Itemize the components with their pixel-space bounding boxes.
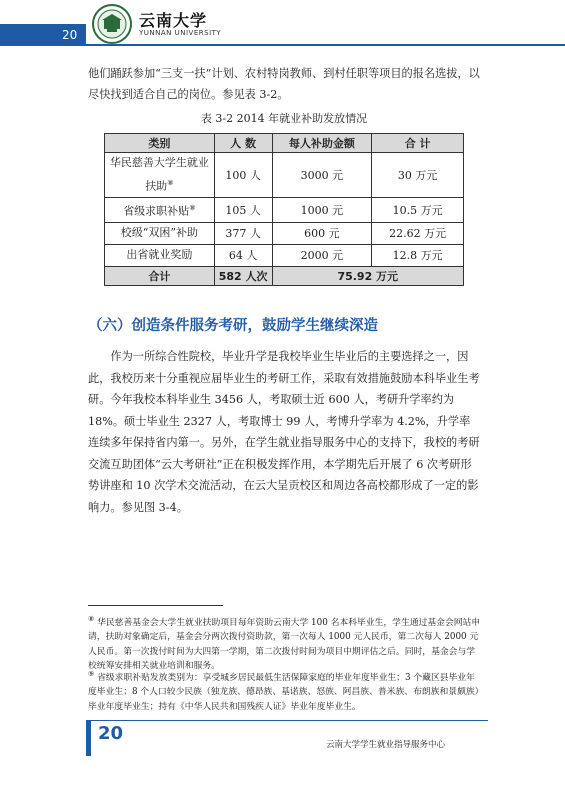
row-total: 22.62 万元 [372,222,464,244]
section-title: （六）创造条件服务考研，鼓励学生继续深造 [88,318,378,334]
header-total: 合 计 [372,134,464,153]
row-category: 华民慈善大学生就业扶助⑧ [105,153,215,198]
footer-text: 云南大学学生就业指导服务中心 [326,740,446,750]
body-paragraph: 作为一所综合性院校，毕业升学是我校毕业生毕业后的主要选择之一，因此，我校历来十分重视应届毕业生的考研工作，采取有效措施鼓励本科毕业生考研。今年我校本科毕业生 3456 人，考取硕士近 600 人，考研升学率约为 18%。硕士毕业生 2327 人，考取博士 99 人，考博升学率为 4.2%，升学率连续多年保持省内第一。另外，在学生就业指导服务中心的支持下，我校的考研交流互助团体“云大考研社”正在积极发挥作用，本学期先后开展了 6 次考研形势讲座和 10 次学术交流活动，在云大呈贡校区和周边各高校都形成了一定的影响力。参见图 3-4。 [88,350,480,514]
table-caption: 表 3-2 2014 年就业补助发放情况 [200,112,368,125]
footer-rule [88,720,488,721]
row-total: 10.5 万元 [372,198,464,223]
footnote-rule [88,605,223,606]
table-row [105,222,464,244]
row-count: 105 人 [214,198,272,223]
university-name-cn: 云南大学 [139,11,208,30]
table-row [105,198,464,223]
row-amount: 600 元 [272,222,372,244]
subsidy-table [104,133,464,286]
total-count: 582 人次 [214,266,272,285]
row-total: 30 万元 [372,153,464,198]
row-amount: 3000 元 [272,153,372,198]
header-category: 类别 [105,134,215,153]
footnote: ⑨ 省级求职补贴发放类别为：享受城乡居民最低生活保障家庭的毕业年度毕业生；3 个藏区县毕业年度毕业生；8 个人口较少民族（独龙族、德昂族、基诺族、怒族、阿昌族、普米族、布朗族和景颇族）毕业年度毕业生；持有《中华人民共和国残疾人证》毕业年度毕业生。 [88,670,480,712]
university-emblem-icon [92,4,132,44]
footnote: ⑧ 华民慈善基金会大学生就业扶助项目每年资助云南大学 100 名本科毕业生，学生通过基金会网站申请，扶助对象确定后，基金会分两次拨付资助款，第一次每人 1000 元人民币，第二次每人 2000 元人民币。第一次拨付时间为大四第一学期，第二次拨付时间为项目中期评估之后。同时，基金会与学校统筹安排相关就业培训和服务。 [88,615,481,672]
row-total: 12.8 万元 [372,244,464,266]
row-count: 377 人 [214,222,272,244]
header-amount: 每人补助金额 [272,134,372,153]
university-name-en: YUNNAN UNIVERSITY [139,29,222,37]
table-total-row [105,266,464,285]
footer-page-number: 20 [98,723,124,744]
header-count: 人 数 [214,134,272,153]
row-amount: 1000 元 [272,198,372,223]
total-sum: 75.92 万元 [272,266,463,285]
row-category: 校级“双困”补助 [105,222,215,244]
row-category: 省级求职补贴⑧ [105,198,215,223]
table-row [105,244,464,266]
row-count: 64 人 [214,244,272,266]
intro-paragraph: 他们踊跃参加“三支一扶”计划、农村特岗教师、到村任职等项目的报名选拔，以尽快找到适合自己的岗位。参见表 3-2。 [88,67,480,101]
header-rule [86,44,565,46]
row-category: 出省就业奖励 [105,244,215,266]
total-label: 合计 [105,266,215,285]
row-amount: 2000 元 [272,244,372,266]
footer-accent-bar [86,720,91,756]
table-header-row [105,134,464,153]
row-count: 100 人 [214,153,272,198]
header-page-number: 20 [62,28,78,42]
top-banner [0,24,565,46]
table-row [105,153,464,198]
